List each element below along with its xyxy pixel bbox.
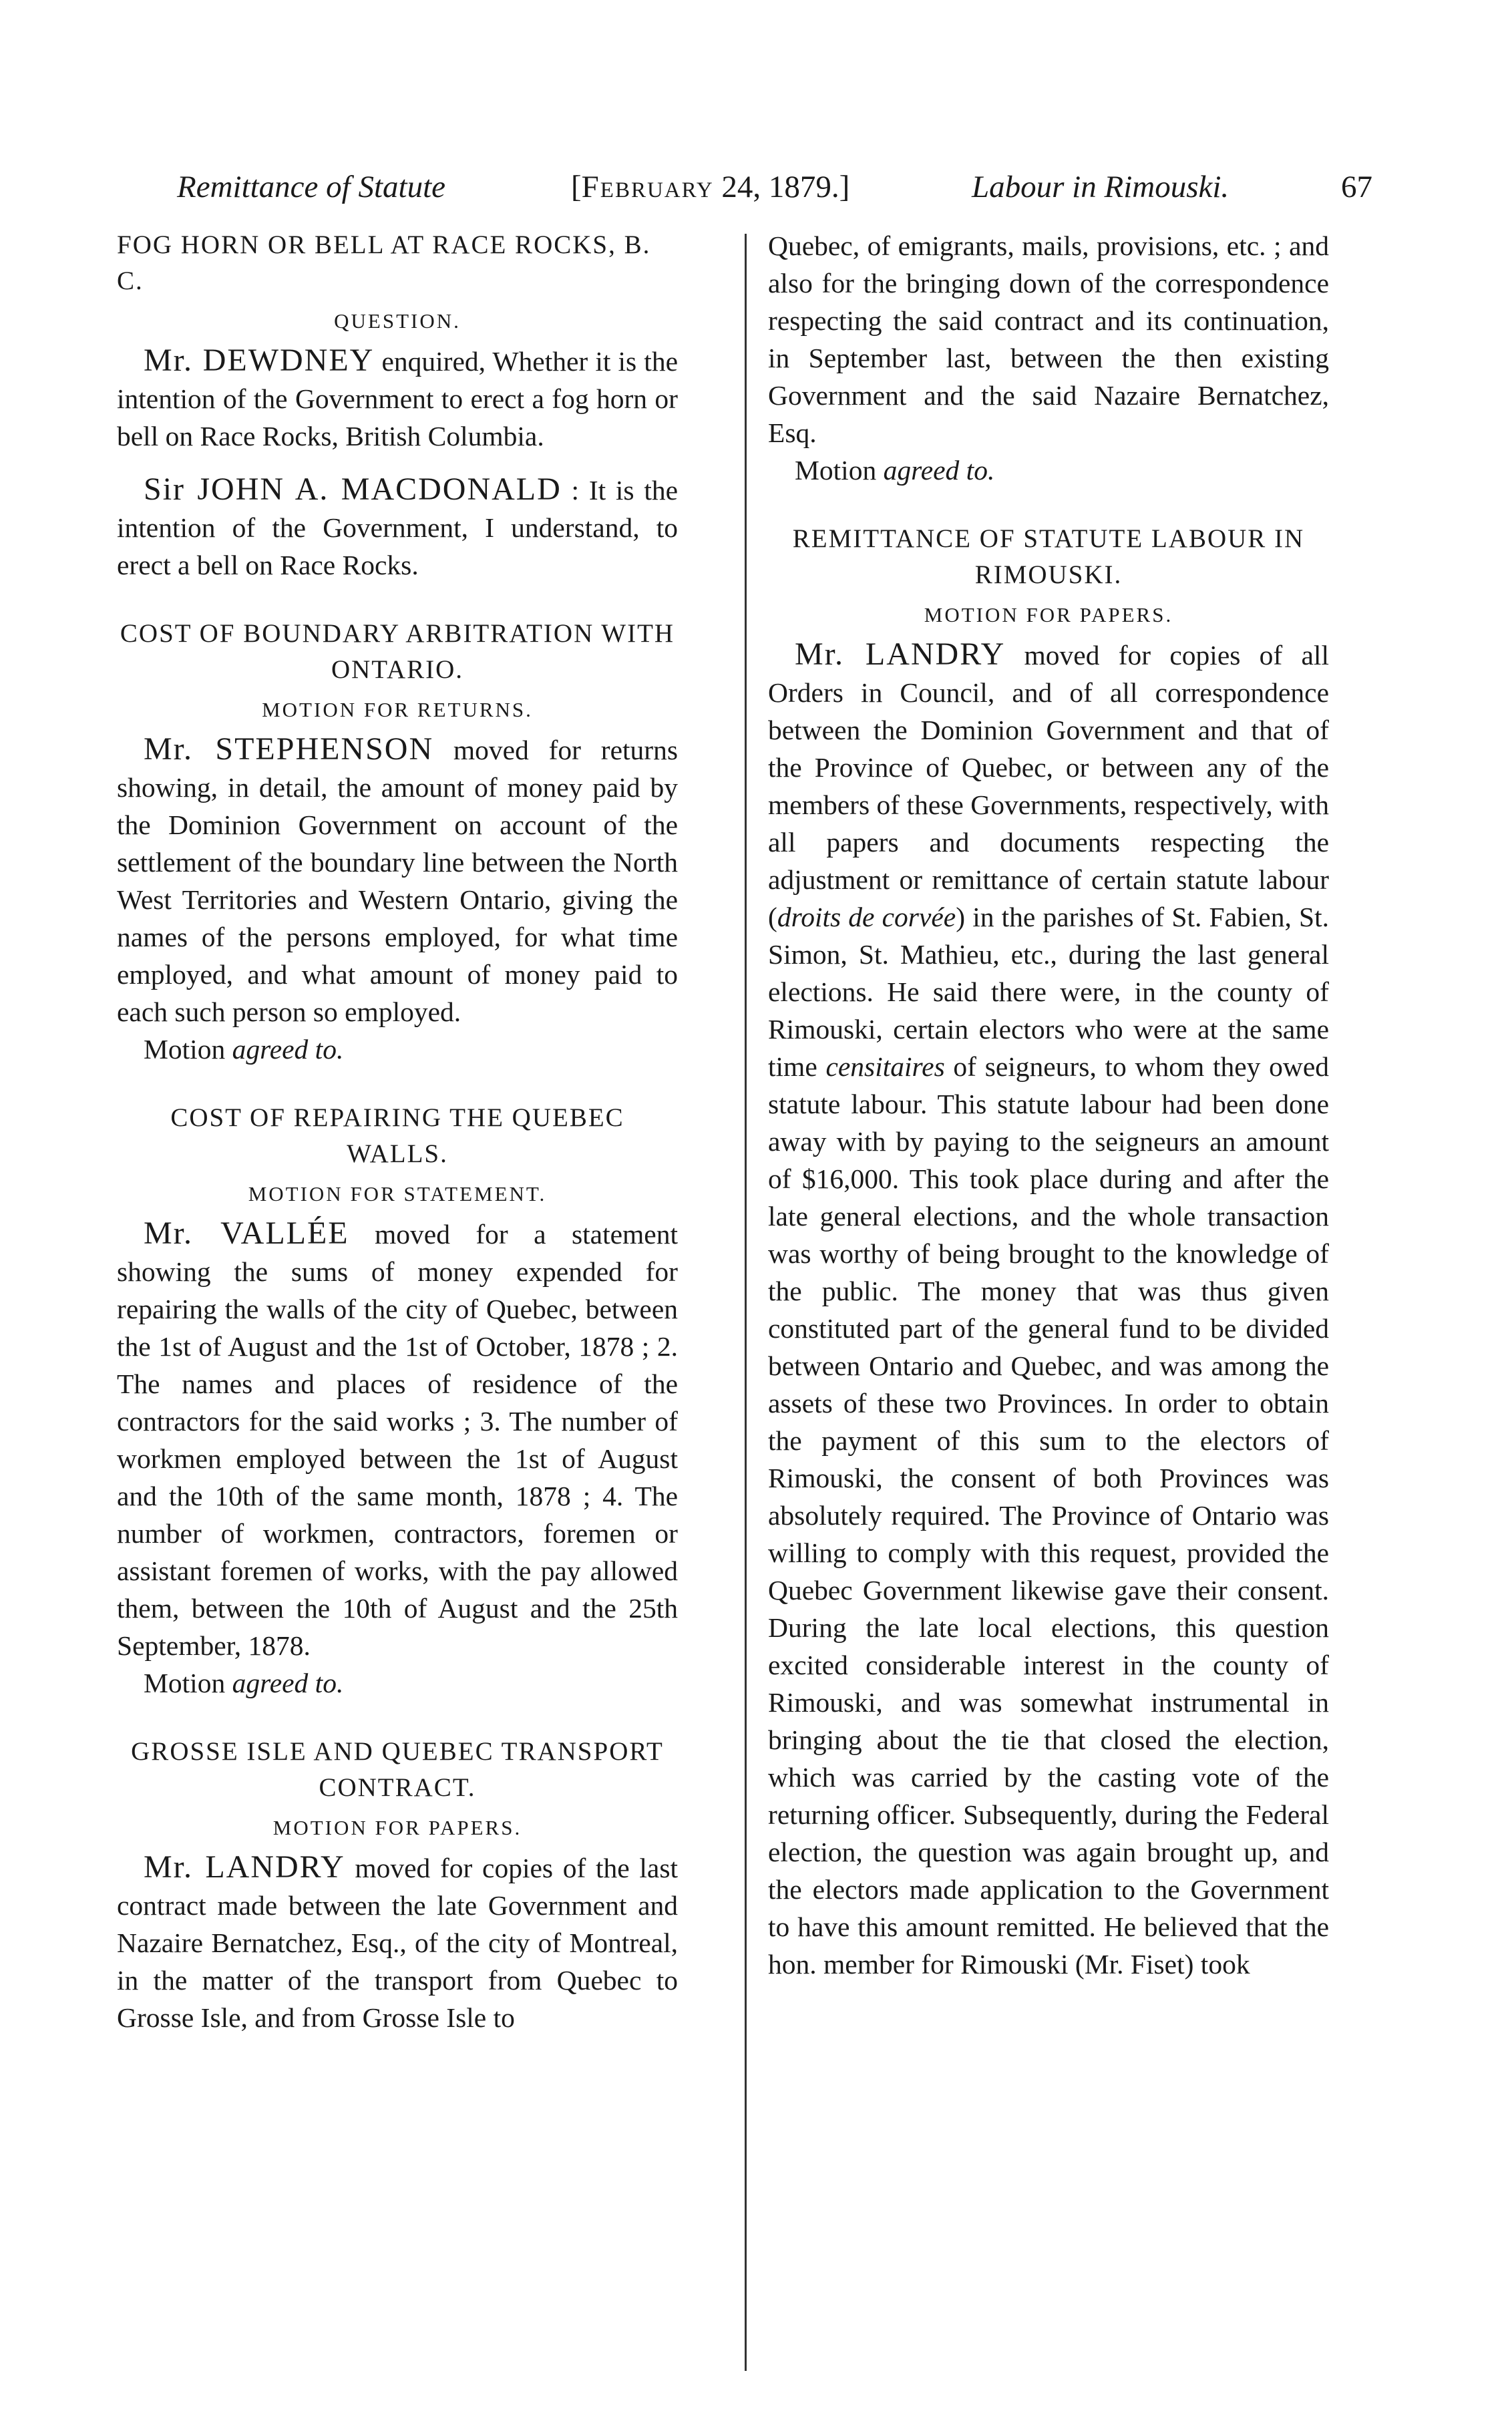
motion-label: Motion — [144, 1034, 232, 1065]
motion-outcome: agreed to. — [232, 1668, 344, 1698]
header-left-title: Remittance of Statute — [177, 170, 446, 204]
section-subheading: MOTION FOR PAPERS. — [272, 1816, 522, 1839]
speaker-name: Mr. LANDRY — [795, 636, 1006, 672]
paragraph-text: moved for copies of all Orders in Council, and of all correspondence between the Dominion Government and that of the Province of Quebec, or between any of the members of these Governments, respectively, with all papers and documents respecting the adjustment or remittance of certain statute labour ( — [768, 640, 1329, 932]
paragraph-continued: Quebec, of emigrants, mails, provisions, etc. ; and also for the bringing down of the correspondence respecting the said contract and its continuation, in September last, between the then existing Government and the said Nazaire Bernatchez, Esq. — [768, 230, 1329, 448]
section-heading: COST OF REPAIRING THE QUEBEC WALLS. — [170, 1103, 624, 1168]
paragraph-text: : It is the intention of the Government, I understand, to erect a bell on Race Rocks. — [117, 475, 679, 580]
section-heading: GROSSE ISLE AND QUEBEC TRANSPORT CONTRACT. — [131, 1737, 664, 1802]
header-date — [571, 160, 849, 214]
motion-result — [117, 1664, 678, 1702]
italic-term: droits de corvée — [777, 902, 956, 932]
section-heading: COST OF BOUNDARY ARBITRATION WITH ONTARIO. — [120, 619, 675, 684]
right-column — [768, 227, 1329, 1983]
paragraph-text: moved for copies of the last contract made between the late Government and Nazaire Bernatchez, Esq., of the city of Montreal, in the matter of the transport from Quebec to Grosse Isle, and from Grosse Isle to — [117, 1853, 679, 2033]
motion-result — [768, 451, 1329, 489]
section-subheading: MOTION FOR RETURNS. — [262, 698, 533, 721]
running-header — [170, 160, 1372, 214]
paragraph — [117, 471, 678, 584]
paragraph-text: of seigneurs, to whom they owed statute labour. This statute labour had been done away with by paying to the seigneurs an amount of $16,000. This took place during and after the late general elections, and the whole transaction was worthy of being brought to the knowledge of the public. The money that was thus given constituted part of the general fund to be divided between Ontario and Quebec, and was among the assets of these two Provinces. In order to obtain the payment of this sum to the electors of Rimouski, the consent of both Provinces was absolutely required. The Province of Ontario was willing to comply with this request, provided the Quebec Government likewise gave their consent. During the late local elections, this question excited considerable interest in the county of Rimouski, and was somewhat instrumental in bringing about the tie that closed the election, which was carried by the casting vote of the returning officer. Subsequently, during the Federal election, the question was again brought up, and the electors made application to the Government to have this amount remitted. He believed that the hon. member for Rimouski (Mr. Fiset) took — [768, 1051, 1329, 1980]
left-column — [117, 227, 678, 2036]
page-number: 67 — [1341, 170, 1372, 204]
paragraph — [768, 636, 1329, 1983]
header-right-title: Labour in Rimouski. — [972, 170, 1230, 204]
header-month: February — [581, 170, 714, 204]
paragraph — [117, 342, 678, 455]
speaker-name: Mr. DEWDNEY — [144, 343, 375, 378]
motion-outcome: agreed to. — [883, 455, 995, 486]
paragraph-text: enquired, Whether it is the intention of the Government to erect a fog horn or bell on Race Rocks, British Columbia. — [117, 346, 678, 451]
motion-outcome: agreed to. — [232, 1034, 344, 1065]
speaker-name: Mr. STEPHENSON — [144, 731, 434, 767]
paragraph-text: moved for a statement showing the sums of money expended for repairing the walls of the city of Quebec, between the 1st of August and the 1st of October, 1878 ; 2. The names and places of residence of the contractors for the said works ; 3. The number of workmen employed between the 1st of August and the 10th of the same month, 1878 ; 4. The number of workmen, contractors, foremen or assistant foremen of works, with the pay allowed them, between the 10th of August and the 25th September, 1878. — [117, 1219, 678, 1661]
header-date-rest: 24, 1879.] — [721, 170, 850, 204]
paragraph — [117, 731, 678, 1031]
motion-label: Motion — [144, 1668, 232, 1698]
motion-label: Motion — [795, 455, 884, 486]
header-bracket: [ — [571, 170, 582, 204]
column-divider — [745, 234, 747, 2371]
paragraph-text: ) in the parishes of St. Fabien, St. Simon, St. Mathieu, etc., during the last general elections. He said there were, in the county of Rimouski, certain electors who were at the same time — [768, 902, 1329, 1082]
speaker-name: Sir JOHN A. MACDONALD — [144, 472, 562, 507]
section-subheading: MOTION FOR STATEMENT. — [248, 1182, 547, 1205]
paragraph — [117, 1849, 678, 2036]
speaker-name: Mr. LANDRY — [144, 1849, 345, 1885]
section-subheading: MOTION FOR PAPERS. — [924, 603, 1173, 626]
section-heading: REMITTANCE OF STATUTE LABOUR IN RIMOUSKI. — [792, 524, 1305, 589]
paragraph-text: moved for returns showing, in detail, the amount of money paid by the Dominion Government on account of the settlement of the boundary line between the North West Territories and Western Ontario, giving the names of the persons employed, for what time employed, and what amount of money paid to each such person so employed. — [117, 735, 678, 1027]
italic-term: censitaires — [825, 1051, 945, 1082]
speaker-name: Mr. VALLÉE — [144, 1216, 349, 1251]
section-subheading: QUESTION. — [334, 309, 461, 333]
paragraph — [117, 1215, 678, 1664]
motion-result — [117, 1031, 678, 1068]
section-heading: FOG HORN OR BELL AT RACE ROCKS, B. C. — [117, 230, 651, 295]
